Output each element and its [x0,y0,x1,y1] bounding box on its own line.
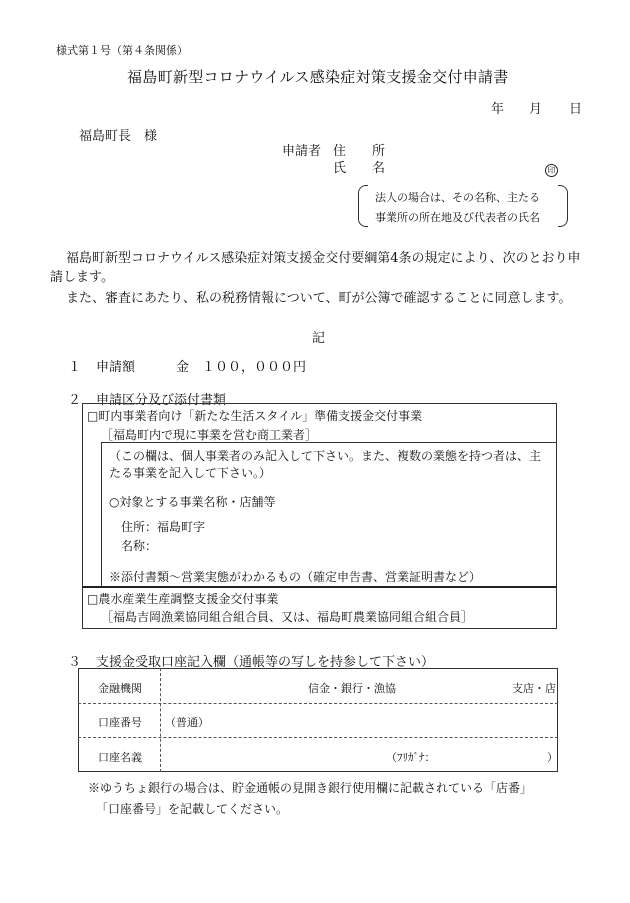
form-title: 福島町新型コロナウイルス感染症対策支援金交付申請書 [127,68,509,86]
section3-number: ３ [68,655,82,670]
date-month: 月 [529,102,543,117]
option2-checkbox-title[interactable]: □農水産業生産調整支援金交付事業 [87,592,279,606]
application-amount: 金 １００，０００円 [176,360,307,375]
body-paragraph1-line1: 福島町新型コロナウイルス感染症対策支援金交付要綱第4条の規定により、次のとおり申 [66,251,581,266]
corporate-note-line2: 事業所の所在地及び代表者の氏名 [375,211,540,224]
section3-label: 支援金受取口座記入欄（通帳等の写しを持参して下さい） [96,655,435,670]
footnote-line2: 「口座番号」を記載してください。 [96,802,289,816]
business-name-field[interactable]: 名称： [121,539,158,553]
attachment-note: ※添付書類～営業実態がわかるもの（確定申告書、営業証明書など） [109,570,482,584]
seal-mark: 印 [545,158,558,177]
addressee: 福島町長 様 [79,129,158,144]
bank-name-header: 金融機関 [98,682,142,695]
table-row-divider-2 [78,737,558,738]
account-number-header: 口座番号 [98,716,142,729]
date-year: 年 [491,102,505,117]
applicant-label: 申請者 [282,144,322,159]
business-address-field[interactable]: 住所：福島町字 [121,520,206,534]
section2-number: ２ [68,393,82,408]
inner-box-left-border [101,442,102,587]
note-bracket-left [358,185,368,227]
date-day: 日 [569,102,583,117]
table-column-divider [160,668,161,772]
business-name-heading: ○対象とする事業名称・店舗等 [109,495,276,509]
section2-label: 申請区分及び添付書類 [96,393,227,408]
branch-label[interactable]: 支店・店 [512,682,556,695]
note-bracket-right [558,185,568,227]
account-holder-furigana-field[interactable]: （ﾌﾘｶﾞﾅ： [386,751,436,764]
inner-box-top-border [101,442,557,443]
inner-note-line1: （この欄は、個人事業者のみ記入して下さい。また、複数の業態を持つ者は、主 [109,449,542,463]
name-label: 名 [372,161,386,176]
section1-number: １ [68,360,82,375]
name-prefix: 氏 [333,161,347,176]
option2-subtitle: ［福島吉岡漁業協同組合組合員、又は、福島町農業協同組合組合員］ [101,610,474,624]
account-number-field[interactable]: （普通） [165,716,209,729]
inner-note-line2: たる事業を記入して下さい。） [109,466,272,480]
form-number: 様式第１号（第４条関係） [56,44,188,57]
option1-subtitle: ［福島町内で現に事業を営む商工業者］ [101,428,318,442]
section1-label: 申請額 [96,360,136,375]
address-label: 住 所 [333,144,386,159]
option-divider [82,586,557,588]
account-holder-header: 口座名義 [98,751,142,764]
bank-type-label[interactable]: 信金・銀行・漁協 [308,682,396,695]
option1-checkbox-title[interactable]: □町内事業者向け「新たな生活スタイル」準備支援金交付事業 [87,409,423,423]
table-row-divider-1 [78,703,558,704]
furigana-close-paren: ） [547,751,558,764]
corporate-note-line1: 法人の場合は、その名称、主たる [375,191,540,204]
body-paragraph2: また、審査にあたり、私の税務情報について、町が公簿で確認することに同意します。 [66,291,572,306]
ki-heading: 記 [312,331,326,346]
body-paragraph1-line2: 請します。 [50,270,114,285]
footnote-line1: ※ゆうちょ銀行の場合は、貯金通帳の見開き銀行使用欄に記載されている「店番」 [88,781,533,795]
